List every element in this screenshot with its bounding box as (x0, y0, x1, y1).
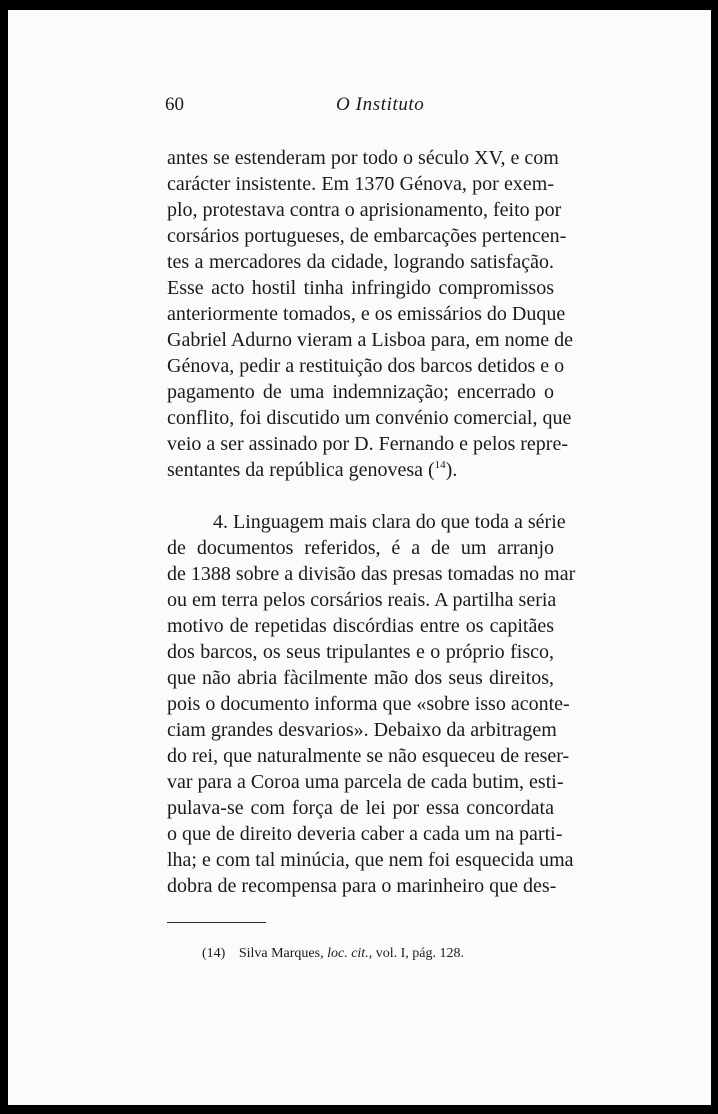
paragraph-1-last-text: sentantes da república genovesa ( (167, 459, 435, 481)
paragraph-1-line: pagamento de uma indemnização; encerrado o (167, 381, 554, 403)
footnote (202, 945, 464, 963)
paragraph-2-line: var para a Coroa uma parcela de cada butim, esti- (167, 771, 564, 793)
paragraph-1-line: Génova, pedir a restituição dos barcos detidos e o (167, 355, 565, 377)
page-number: 60 (165, 94, 184, 115)
paragraph-2-line: motivo de repetidas discórdias entre os capitães (167, 615, 554, 637)
footnote-reference: 14 (434, 459, 446, 471)
paragraph-1-line: Esse acto hostil tinha infringido compromissos (167, 277, 554, 299)
running-title: O Instituto (336, 94, 425, 115)
paragraph-1-line: anteriormente tomados, e os emissários do Duque (167, 303, 566, 325)
footnote-citation: loc. cit., (327, 946, 373, 961)
paragraph-1-line: tes a mercadores da cidade, logrando satisfação. (167, 251, 554, 273)
footnote-author: Silva Marques, (238, 946, 324, 961)
paragraph-2-line: dobra de recompensa para o marinheiro que des- (167, 875, 557, 897)
paragraph-1-line: veio a ser assinado por D. Fernando e pelos repre- (167, 433, 568, 455)
paragraph-1-line: antes se estenderam por todo o século XV, e com (167, 147, 559, 169)
paragraph-1-line: plo, protestava contra o aprisionamento, feito por (167, 199, 562, 221)
paragraph-1-line: carácter insistente. Em 1370 Génova, por exem- (167, 173, 554, 195)
paragraph-1-last-end: ). (445, 459, 458, 481)
paragraph-2-line: ciam grandes desvarios». Debaixo da arbitragem (167, 719, 557, 741)
footnote-marker: (14) (202, 946, 226, 961)
paragraph-2-line: de documentos referidos, é a de um arranjo (167, 537, 554, 559)
footnote-details: vol. I, pág. 128. (375, 946, 464, 961)
paragraph-2-line: pois o documento informa que «sobre isso aconte- (167, 693, 570, 715)
paragraph-2-line: de 1388 sobre a divisão das presas tomadas no mar (167, 563, 576, 585)
paragraph-1-line: conflito, foi discutido um convénio comercial, que (167, 407, 572, 429)
paragraph-1-last-line (167, 457, 457, 483)
paragraph-2-line: pulava-se com força de lei por essa concordata (167, 797, 554, 819)
paragraph-2-line: do rei, que naturalmente se não esqueceu de reser- (167, 745, 570, 767)
paragraph-2-line: dos barcos, os seus tripulantes e o próprio fisco, (167, 641, 554, 663)
paragraph-2-line: 4. Linguagem mais clara do que toda a série (213, 511, 566, 533)
paragraph-1-line: corsários portugueses, de embarcações pertencen- (167, 225, 567, 247)
paragraph-1-line: Gabriel Adurno vieram a Lisboa para, em nome de (167, 329, 573, 351)
paragraph-2-line: lha; e com tal minúcia, que nem foi esquecida uma (167, 849, 574, 871)
paragraph-2-line: que não abria fàcilmente mão dos seus direitos, (167, 667, 554, 689)
paragraph-2-line: o que de direito deveria caber a cada um na parti- (167, 823, 563, 845)
footnote-divider (167, 922, 266, 923)
paragraph-2-line: ou em terra pelos corsários reais. A partilha seria (167, 589, 557, 611)
